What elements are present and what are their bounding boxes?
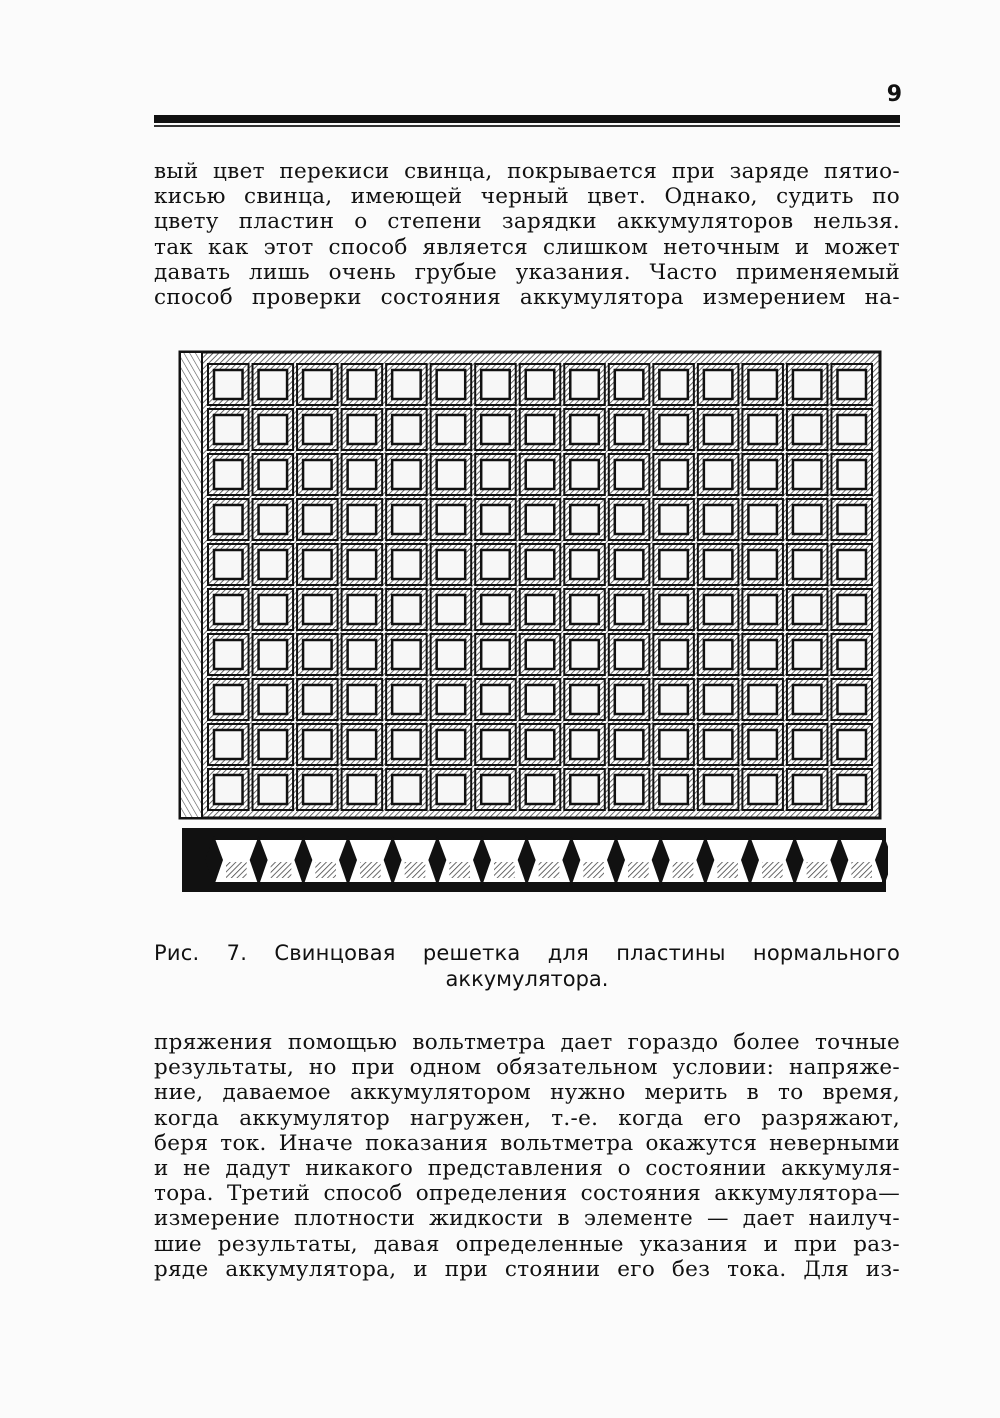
grid-cell-window bbox=[259, 370, 288, 399]
grid-cell-window bbox=[437, 775, 466, 804]
grid-cell-window bbox=[303, 640, 332, 669]
grid-cell-window bbox=[348, 550, 377, 579]
grid-cell-window bbox=[615, 730, 644, 759]
grid-cell-window bbox=[570, 685, 599, 714]
grid-cell-window bbox=[303, 550, 332, 579]
grid-cell-window bbox=[659, 505, 688, 534]
text-line: ряде аккумулятора, и при стоянии его без тока. Для из- bbox=[154, 1256, 900, 1282]
profile-hatch-mark bbox=[807, 862, 828, 878]
grid-cell-window bbox=[659, 595, 688, 624]
figure-caption bbox=[154, 940, 900, 992]
grid-cell-window bbox=[303, 730, 332, 759]
text-line: шие результаты, давая определенные указания и при раз- bbox=[154, 1231, 900, 1257]
grid-cell-window bbox=[392, 640, 421, 669]
grid-cell-window bbox=[837, 505, 866, 534]
text-line: цвету пластин о степени зарядки аккумуляторов нельзя. bbox=[154, 209, 900, 235]
grid-cell-window bbox=[348, 730, 377, 759]
grid-cell-window bbox=[748, 370, 777, 399]
grid-cell-window bbox=[748, 685, 777, 714]
grid-cell-window bbox=[570, 640, 599, 669]
grid-cell-window bbox=[837, 595, 866, 624]
profile-top-band bbox=[184, 830, 884, 840]
grid-cell-window bbox=[392, 685, 421, 714]
grid-cell-window bbox=[837, 775, 866, 804]
grid-cell-window bbox=[659, 415, 688, 444]
grid-cell-window bbox=[704, 730, 733, 759]
grid-cell-window bbox=[570, 730, 599, 759]
grid-cell-window bbox=[481, 595, 510, 624]
grid-cell-window bbox=[481, 640, 510, 669]
grid-cell-window bbox=[526, 730, 555, 759]
text-line: вый цвет перекиси свинца, покрывается при заряде пятио- bbox=[154, 159, 900, 184]
grid-cell-window bbox=[214, 370, 243, 399]
grid-cell-window bbox=[704, 415, 733, 444]
grid-cell-window bbox=[348, 685, 377, 714]
grid-cell-window bbox=[748, 775, 777, 804]
grid-cell-window bbox=[214, 640, 243, 669]
caption-line-1: Рис. 7. Свинцовая решетка для пластины нормального bbox=[154, 941, 900, 965]
grid-cell-window bbox=[570, 595, 599, 624]
grid-cell-window bbox=[793, 730, 822, 759]
profile-hatch-mark bbox=[449, 862, 470, 878]
profile-hatch-mark bbox=[673, 862, 694, 878]
text-line: и не дадут никакого представления о состоянии аккумуля- bbox=[154, 1156, 900, 1182]
grid-cell-window bbox=[348, 505, 377, 534]
grid-cell-window bbox=[793, 685, 822, 714]
grid-cell-window bbox=[615, 595, 644, 624]
profile-hatch-mark bbox=[405, 862, 426, 878]
grid-cell-window bbox=[348, 370, 377, 399]
grid-cell-window bbox=[748, 550, 777, 579]
grid-cell-window bbox=[214, 550, 243, 579]
page-number: 9 bbox=[886, 82, 902, 107]
grid-cell-window bbox=[392, 730, 421, 759]
text-line: кисью свинца, имеющей черный цвет. Однако, судить по bbox=[154, 184, 900, 210]
grid-cell-window bbox=[526, 370, 555, 399]
grid-cell-window bbox=[659, 685, 688, 714]
grid-cell-window bbox=[303, 460, 332, 489]
grid-cell-window bbox=[526, 550, 555, 579]
grid-cell-window bbox=[437, 595, 466, 624]
grid-cell-window bbox=[748, 415, 777, 444]
grid-cell-window bbox=[392, 595, 421, 624]
grid-cell-window bbox=[570, 505, 599, 534]
profile-hatch-mark bbox=[315, 862, 336, 878]
grid-cell-window bbox=[748, 460, 777, 489]
grid-cell-window bbox=[392, 415, 421, 444]
grid-cell-window bbox=[481, 370, 510, 399]
profile-hatch-mark bbox=[271, 862, 292, 878]
grid-cell-window bbox=[214, 685, 243, 714]
grid-cell-window bbox=[570, 370, 599, 399]
grid-cell-window bbox=[615, 505, 644, 534]
grid-cell-window bbox=[793, 775, 822, 804]
grid-cell-window bbox=[615, 775, 644, 804]
grid-cell-window bbox=[437, 415, 466, 444]
grid-cell-window bbox=[526, 595, 555, 624]
grid-cell-window bbox=[303, 595, 332, 624]
grid-profile-strip bbox=[184, 830, 888, 890]
plate-left-lug bbox=[180, 352, 202, 818]
grid-cell-window bbox=[437, 640, 466, 669]
grid-cell-window bbox=[570, 415, 599, 444]
grid-cell-window bbox=[303, 370, 332, 399]
text-line: давать лишь очень грубые указания. Часто применяемый bbox=[154, 259, 900, 285]
grid-cell-window bbox=[659, 640, 688, 669]
paragraph-bottom bbox=[154, 1030, 900, 1282]
grid-cell-window bbox=[793, 550, 822, 579]
grid-cell-window bbox=[481, 775, 510, 804]
grid-cell-window bbox=[303, 685, 332, 714]
grid-cell-window bbox=[259, 415, 288, 444]
grid-cell-window bbox=[837, 640, 866, 669]
grid-cell-window bbox=[793, 505, 822, 534]
grid-cell-window bbox=[615, 550, 644, 579]
grid-cell-window bbox=[437, 550, 466, 579]
grid-cell-window bbox=[704, 505, 733, 534]
grid-cell-window bbox=[659, 460, 688, 489]
text-line: способ проверки состояния аккумулятора измерением на- bbox=[154, 285, 900, 311]
grid-cell-window bbox=[214, 775, 243, 804]
header-rule-thin bbox=[154, 125, 900, 127]
grid-cell-window bbox=[481, 415, 510, 444]
grid-cell-window bbox=[348, 415, 377, 444]
grid-cell-window bbox=[348, 775, 377, 804]
grid-cell-window bbox=[259, 550, 288, 579]
grid-cell-window bbox=[659, 370, 688, 399]
grid-cell-window bbox=[392, 505, 421, 534]
grid-cell-window bbox=[303, 415, 332, 444]
grid-cell-window bbox=[437, 685, 466, 714]
grid-cell-window bbox=[793, 370, 822, 399]
grid-cell-window bbox=[570, 460, 599, 489]
grid-cell-window bbox=[437, 505, 466, 534]
grid-cell-window bbox=[481, 460, 510, 489]
grid-cell-window bbox=[793, 595, 822, 624]
grid-cell-window bbox=[259, 460, 288, 489]
grid-cell-window bbox=[303, 775, 332, 804]
grid-cell-window bbox=[392, 550, 421, 579]
grid-cell-window bbox=[259, 640, 288, 669]
grid-cell-window bbox=[704, 460, 733, 489]
grid-cell-window bbox=[214, 505, 243, 534]
grid-cell-window bbox=[437, 460, 466, 489]
grid-cell-window bbox=[348, 460, 377, 489]
grid-cell-window bbox=[837, 550, 866, 579]
grid-cell-window bbox=[259, 685, 288, 714]
lead-grid-figure bbox=[176, 350, 888, 898]
grid-cell-window bbox=[837, 460, 866, 489]
grid-cell-window bbox=[348, 595, 377, 624]
grid-cell-window bbox=[526, 775, 555, 804]
grid-cell-window bbox=[704, 370, 733, 399]
profile-hatch-mark bbox=[762, 862, 783, 878]
text-line: беря ток. Иначе показания вольтметра окажутся неверными bbox=[154, 1130, 900, 1156]
paragraph-top bbox=[154, 159, 900, 310]
profile-hatch-mark bbox=[539, 862, 560, 878]
grid-cell-window bbox=[704, 685, 733, 714]
grid-cell-window bbox=[392, 460, 421, 489]
grid-cell-window bbox=[704, 775, 733, 804]
text-line: результаты, но при одном обязательном условии: напряже- bbox=[154, 1055, 900, 1081]
grid-cell-window bbox=[837, 685, 866, 714]
grid-cell-window bbox=[704, 550, 733, 579]
header-rule bbox=[154, 115, 900, 123]
grid-cell-window bbox=[659, 730, 688, 759]
grid-cell-window bbox=[793, 415, 822, 444]
grid-cell-window bbox=[793, 640, 822, 669]
grid-cell-window bbox=[437, 730, 466, 759]
profile-bottom-band bbox=[184, 882, 884, 890]
grid-cell-window bbox=[615, 460, 644, 489]
grid-cell-window bbox=[837, 370, 866, 399]
text-line: пряжения помощью вольтметра дает гораздо более точные bbox=[154, 1030, 900, 1055]
grid-plate bbox=[180, 352, 880, 818]
grid-cell-window bbox=[526, 640, 555, 669]
grid-cell-window bbox=[303, 505, 332, 534]
grid-cell-window bbox=[481, 730, 510, 759]
caption-line-2: аккумулятора. bbox=[445, 967, 609, 991]
grid-cell-window bbox=[704, 595, 733, 624]
grid-cell-window bbox=[615, 415, 644, 444]
grid-cell-window bbox=[214, 730, 243, 759]
grid-cell-window bbox=[348, 640, 377, 669]
grid-cell-window bbox=[214, 595, 243, 624]
grid-cell-window bbox=[615, 640, 644, 669]
grid-cell-window bbox=[615, 370, 644, 399]
grid-cell-window bbox=[570, 550, 599, 579]
profile-hatch-mark bbox=[851, 862, 872, 878]
grid-cell-window bbox=[748, 640, 777, 669]
profile-hatch-mark bbox=[717, 862, 738, 878]
profile-hatch-mark bbox=[494, 862, 515, 878]
grid-cell-window bbox=[214, 415, 243, 444]
grid-cell-window bbox=[837, 730, 866, 759]
grid-cell-window bbox=[748, 595, 777, 624]
text-line: ние, даваемое аккумулятором нужно мерить в то время, bbox=[154, 1080, 900, 1106]
grid-cell-window bbox=[392, 370, 421, 399]
grid-cell-window bbox=[659, 775, 688, 804]
grid-cell-window bbox=[615, 685, 644, 714]
grid-cell-window bbox=[526, 505, 555, 534]
text-line: измерение плотности жидкости в элементе — дает наилуч- bbox=[154, 1206, 900, 1232]
grid-cell-window bbox=[392, 775, 421, 804]
grid-cell-window bbox=[659, 550, 688, 579]
grid-cell-window bbox=[704, 640, 733, 669]
grid-cell-window bbox=[214, 460, 243, 489]
grid-cell-window bbox=[526, 460, 555, 489]
grid-cell-window bbox=[837, 415, 866, 444]
grid-cell-window bbox=[748, 730, 777, 759]
profile-hatch-mark bbox=[583, 862, 604, 878]
grid-cell-window bbox=[259, 730, 288, 759]
grid-cell-window bbox=[570, 775, 599, 804]
grid-cell-window bbox=[481, 685, 510, 714]
grid-cell-window bbox=[259, 505, 288, 534]
grid-cell-window bbox=[793, 460, 822, 489]
text-line: тора. Третий способ определения состояния аккумулятора— bbox=[154, 1181, 900, 1207]
grid-cell-window bbox=[748, 505, 777, 534]
grid-cell-window bbox=[481, 550, 510, 579]
profile-hatch-mark bbox=[226, 862, 247, 878]
grid-cell-window bbox=[437, 370, 466, 399]
grid-cell-window bbox=[526, 685, 555, 714]
profile-hatch-mark bbox=[628, 862, 649, 878]
grid-cell-window bbox=[481, 505, 510, 534]
text-line: так как этот способ является слишком неточным и может bbox=[154, 234, 900, 260]
grid-cell-window bbox=[259, 595, 288, 624]
grid-cell-window bbox=[259, 775, 288, 804]
grid-cell-window bbox=[526, 415, 555, 444]
text-line: когда аккумулятор нагружен, т.-е. когда его разряжают, bbox=[154, 1105, 900, 1131]
profile-hatch-mark bbox=[360, 862, 381, 878]
